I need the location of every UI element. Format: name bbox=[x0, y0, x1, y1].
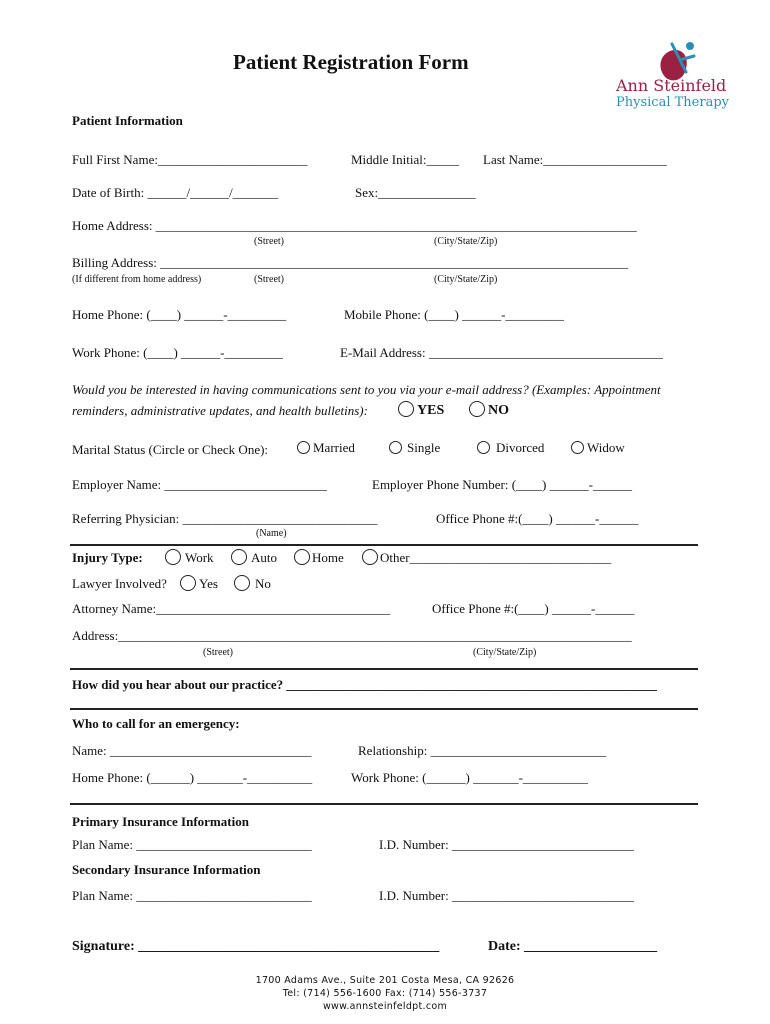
marital-option-divorced[interactable] bbox=[477, 441, 544, 454]
street-label: (Street) bbox=[203, 647, 233, 658]
work-phone-field[interactable]: Work Phone: (____) ______-_________ bbox=[72, 345, 283, 360]
footer-address: 1700 Adams Ave., Suite 201 Costa Mesa, CA 92626 bbox=[255, 975, 515, 986]
radio-icon[interactable] bbox=[231, 549, 247, 565]
referring-physician-field[interactable]: Referring Physician: ______________________________ bbox=[72, 511, 378, 526]
footer-phone: Tel: (714) 556-1600 Fax: (714) 556-3737 bbox=[282, 988, 488, 999]
lawyer-yes-option[interactable] bbox=[180, 575, 218, 591]
billing-note: (If different from home address) bbox=[72, 274, 202, 285]
injury-type-label: Injury Type: bbox=[72, 550, 143, 565]
emergency-relationship-field[interactable]: Relationship: ___________________________ bbox=[358, 743, 607, 758]
email-question-cont: reminders, administrative updates, and health bulletins): bbox=[72, 403, 368, 418]
street-label: (Street) bbox=[254, 236, 284, 247]
marital-option-label: Widow bbox=[587, 440, 625, 455]
radio-icon[interactable] bbox=[362, 549, 378, 565]
name-label: (Name) bbox=[256, 528, 287, 539]
radio-icon[interactable] bbox=[294, 549, 310, 565]
radio-icon[interactable] bbox=[180, 575, 196, 591]
radio-icon[interactable] bbox=[469, 401, 485, 417]
marital-option-label: Divorced bbox=[496, 440, 545, 455]
radio-icon[interactable] bbox=[571, 441, 584, 454]
secondary-plan-name-field[interactable]: Plan Name: ___________________________ bbox=[72, 888, 312, 903]
first-name-field[interactable]: Full First Name:_______________________ bbox=[72, 152, 308, 167]
lawyer-involved-label: Lawyer Involved? bbox=[72, 576, 167, 591]
city-label: (City/State/Zip) bbox=[434, 236, 498, 247]
date-field[interactable]: Date: ___________________ bbox=[488, 939, 658, 954]
page-title: Patient Registration Form bbox=[233, 50, 469, 74]
billing-address-field[interactable]: Billing Address: ________________________________________________________________________ bbox=[72, 255, 629, 270]
mobile-phone-field[interactable]: Mobile Phone: (____) ______-_________ bbox=[344, 307, 564, 322]
injury-option-work[interactable] bbox=[165, 549, 214, 565]
injury-option-label: Auto bbox=[251, 550, 277, 565]
section-divider bbox=[70, 708, 698, 710]
marital-option-single[interactable] bbox=[389, 441, 440, 454]
street-label: (Street) bbox=[254, 274, 284, 285]
injury-option-other[interactable] bbox=[362, 549, 611, 565]
dob-field[interactable]: Date of Birth: ______/______/_______ bbox=[72, 185, 279, 200]
secondary-id-number-field[interactable]: I.D. Number: ____________________________ bbox=[379, 888, 634, 903]
sex-field[interactable]: Sex:_______________ bbox=[355, 185, 476, 200]
signature-field[interactable]: Signature: ___________________________________________ bbox=[72, 939, 440, 954]
footer-website[interactable]: www.annsteinfeldpt.com bbox=[322, 1001, 448, 1012]
primary-id-number-field[interactable]: I.D. Number: ____________________________ bbox=[379, 837, 634, 852]
marital-option-label: Married bbox=[313, 440, 355, 455]
emergency-home-phone-field[interactable]: Home Phone: (______) _______-__________ bbox=[72, 770, 313, 785]
marital-option-widow[interactable] bbox=[571, 441, 625, 454]
email-field[interactable]: E-Mail Address: ____________________________________ bbox=[340, 345, 663, 360]
home-phone-field[interactable]: Home Phone: (____) ______-_________ bbox=[72, 307, 287, 322]
marital-option-married[interactable] bbox=[297, 441, 355, 454]
employer-phone-field[interactable]: Employer Phone Number: (____) ______-______ bbox=[372, 477, 632, 492]
injury-option-label: Home bbox=[312, 550, 344, 565]
city-label: (City/State/Zip) bbox=[473, 647, 537, 658]
hear-about-field[interactable]: How did you hear about our practice? _________________________________________________________ bbox=[72, 677, 657, 692]
emergency-heading: Who to call for an emergency: bbox=[72, 716, 240, 731]
injury-option-label: Work bbox=[185, 550, 214, 565]
primary-plan-name-field[interactable]: Plan Name: ___________________________ bbox=[72, 837, 312, 852]
attorney-office-phone-field[interactable]: Office Phone #:(____) ______-______ bbox=[432, 601, 635, 616]
radio-icon[interactable] bbox=[234, 575, 250, 591]
email-question: Would you be interested in having communications sent to you via your e-mail address? (Examples: Appointment bbox=[72, 382, 661, 397]
lawyer-no-label: No bbox=[255, 576, 271, 591]
radio-icon[interactable] bbox=[297, 441, 310, 454]
emergency-name-field[interactable]: Name: _______________________________ bbox=[72, 743, 312, 758]
injury-option-auto[interactable] bbox=[231, 549, 277, 565]
attorney-address-field[interactable]: Address:_______________________________________________________________________________ bbox=[72, 628, 632, 643]
primary-insurance-heading: Primary Insurance Information bbox=[72, 814, 249, 829]
logo bbox=[614, 38, 730, 114]
email-no-label: NO bbox=[488, 403, 509, 418]
section-divider bbox=[70, 544, 698, 546]
employer-name-field[interactable]: Employer Name: _________________________ bbox=[72, 477, 327, 492]
home-address-field[interactable]: Home Address: __________________________________________________________________________ bbox=[72, 218, 637, 233]
radio-icon[interactable] bbox=[165, 549, 181, 565]
section-divider bbox=[70, 803, 698, 805]
middle-initial-field[interactable]: Middle Initial:_____ bbox=[351, 152, 459, 167]
attorney-name-field[interactable]: Attorney Name:____________________________________ bbox=[72, 601, 391, 616]
radio-icon[interactable] bbox=[477, 441, 490, 454]
injury-other-field[interactable]: Other_______________________________ bbox=[380, 550, 612, 565]
email-yes-option[interactable] bbox=[398, 401, 444, 418]
referring-office-phone-field[interactable]: Office Phone #:(____) ______-______ bbox=[436, 511, 639, 526]
email-yes-label: YES bbox=[417, 403, 445, 418]
city-label: (City/State/Zip) bbox=[434, 274, 498, 285]
injury-option-home[interactable] bbox=[294, 549, 344, 565]
secondary-insurance-heading: Secondary Insurance Information bbox=[72, 862, 261, 877]
lawyer-yes-label: Yes bbox=[199, 576, 218, 591]
radio-icon[interactable] bbox=[398, 401, 414, 417]
logo-name: Ann Steinfeld bbox=[616, 76, 727, 95]
marital-option-label: Single bbox=[407, 440, 441, 455]
section-divider bbox=[70, 668, 698, 670]
emergency-work-phone-field[interactable]: Work Phone: (______) _______-__________ bbox=[351, 770, 588, 785]
radio-icon[interactable] bbox=[389, 441, 402, 454]
last-name-field[interactable]: Last Name:___________________ bbox=[483, 152, 667, 167]
email-no-option[interactable] bbox=[469, 401, 509, 418]
lawyer-no-option[interactable] bbox=[234, 575, 271, 591]
patient-info-heading: Patient Information bbox=[72, 113, 183, 128]
marital-status-label: Marital Status (Circle or Check One): bbox=[72, 442, 269, 457]
logo-subtitle: Physical Therapy bbox=[616, 95, 729, 110]
